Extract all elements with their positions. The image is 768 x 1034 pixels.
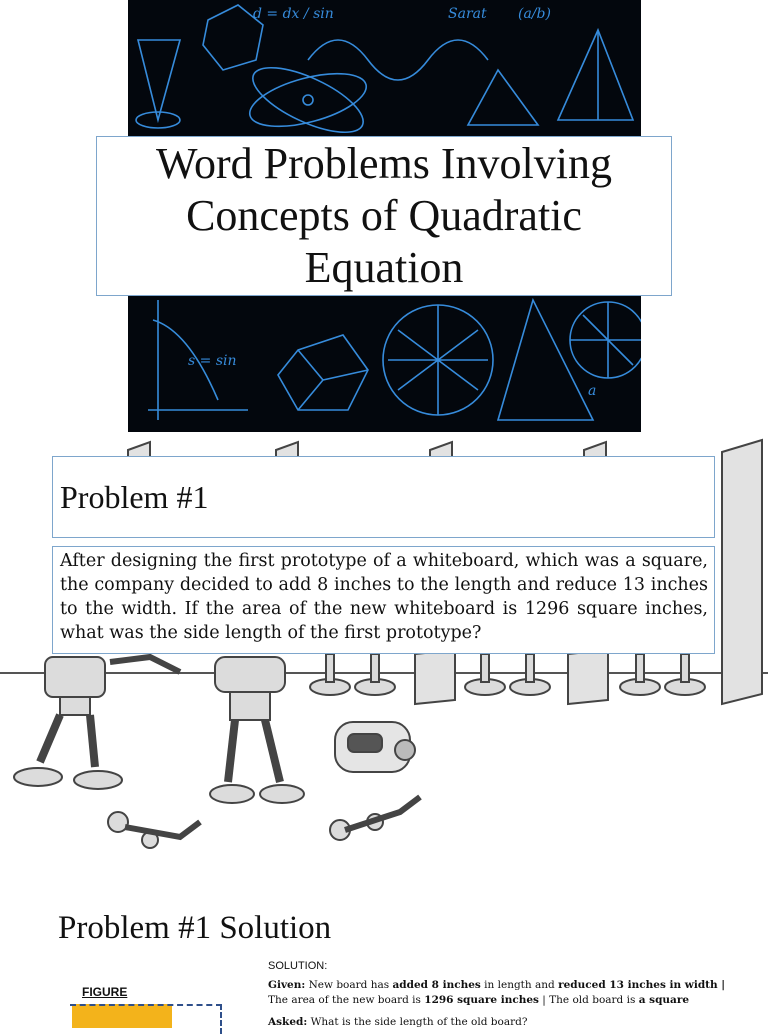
problem-statement-box: [52, 546, 715, 654]
cone-shape: [138, 40, 180, 120]
given-line-1: Given: New board has added 8 inches in length and reduced 13 inches in width |: [268, 979, 726, 991]
problem-statement: After designing the first prototype of a whiteboard, which was a square, the company decided to add 8 inches to the length and reduce 13 inches to the width. If the area of the new whiteboard is 1296 square inches, what was the side length of the first prototype?: [60, 551, 708, 643]
problem-heading-box: [52, 456, 715, 538]
svg-text:d = dx / sin: d = dx / sin: [253, 6, 334, 22]
robot-head: [335, 722, 415, 772]
presentation-title: Word Problems Involving Concepts of Quadratic Equation: [156, 139, 612, 292]
asked-line: Asked: What is the side length of the old board?: [268, 1016, 528, 1028]
figure-dashed-outline: [70, 1004, 222, 1034]
robot-left: [14, 657, 180, 789]
solution-label: SOLUTION:: [268, 960, 328, 972]
robot-middle: [210, 657, 304, 803]
given-line-2: The area of the new board is 1296 square inches | The old board is a square: [268, 994, 690, 1006]
svg-text:Sarat: Sarat: [448, 6, 487, 22]
problem-heading: Problem #1: [60, 479, 209, 515]
svg-text:s = sin: s = sin: [188, 353, 237, 369]
panel-right-shape: [722, 440, 762, 704]
svg-text:a: a: [588, 383, 597, 399]
title-card: [96, 136, 672, 296]
figure-label: FIGURE: [82, 985, 128, 999]
svg-text:(a/b): (a/b): [518, 6, 551, 22]
solution-heading: Problem #1 Solution: [58, 910, 332, 946]
